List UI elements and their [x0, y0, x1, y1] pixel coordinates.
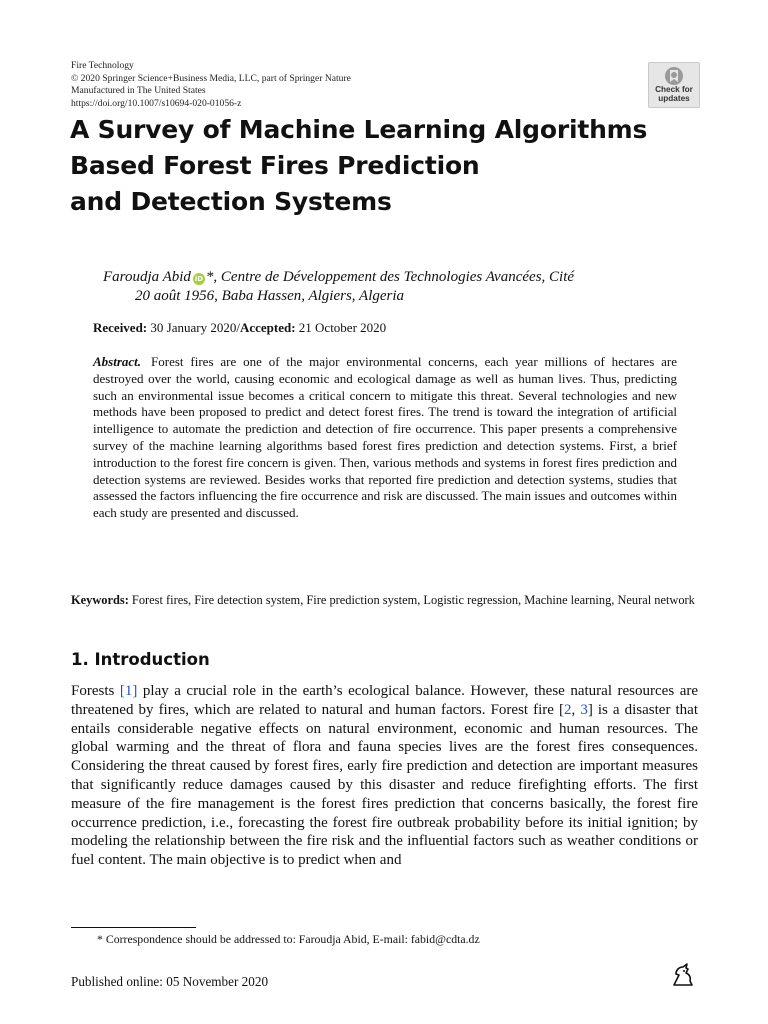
- received-accepted-dates: [93, 320, 386, 336]
- citation-bracket-open: [: [559, 701, 564, 718]
- accepted-date: 21 October 2020: [295, 320, 387, 335]
- abstract-text: Forest fires are one of the major environmental concerns, each year millions of hectares are destroyed over the world, causing economic and ecological damage as well as human lives. Thus, predicting such an environmental issue becomes a critical concern to mitigate this threat. Several technologies and new methods have been proposed to predict and detect forest fires. The trend is toward the integration of artificial intelligence to automate the prediction and detection of fire occurrence. This paper presents a comprehensive survey of the machine learning algorithms based forest fires prediction and detection systems. First, a brief introduction to the forest fire concern is given. Then, various methods and systems in forest fires prediction and detection systems are reviewed. Besides works that reported fire prediction and detection systems, studies that assessed the factors influencing the fire occurrence and risk are discussed. The main issues and outcomes within each study are presented and discussed.: [93, 354, 677, 521]
- body-text-part-3: is a disaster that entails considerable negative effects on natural environment, economic and human resources. The global warming and the threat of flora and fauna species lives are the forest fires consequences. Considering the threat caused by forest fires, early fire prediction and detection are important measures that significantly reduce damages caused by this disaster and reduce firefighting efforts. The first measure of the fire management is the forest fires prediction that concerns basically, the forest fire occurrence prediction, i.e., forecasting the forest fire outbreak probability before its initial ignition; by modeling the relationship between the fire risk and the influential factors such as weather conditions or fuel content. The main objective is to predict when and: [71, 701, 698, 869]
- citation-1[interactable]: [1]: [119, 683, 138, 699]
- title-line-3: and Detection Systems: [70, 187, 392, 216]
- keywords-text: Forest fires, Fire detection system, Fire prediction system, Logistic regression, Machine learning, Neural network: [128, 593, 695, 607]
- abstract-label: Abstract.: [93, 354, 142, 369]
- affiliation-line-1: , Centre de Développement des Technologies Avancées, Cité: [213, 269, 575, 285]
- introduction-paragraph: [71, 682, 698, 870]
- journal-meta: [71, 60, 351, 110]
- abstract: [93, 354, 677, 522]
- author-block: [103, 268, 703, 306]
- body-text-part-2: play a crucial role in the earth’s ecological balance. However, these natural resources are threatened by fires, which are related to natural and human factors. Forest fire: [71, 683, 698, 718]
- correspondence-footnote: * Correspondence should be addressed to: Faroudja Abid, E-mail: fabid@cdta.dz: [97, 932, 480, 946]
- section-heading-introduction: 1. Introduction: [71, 650, 210, 669]
- copyright-line: © 2020 Springer Science+Business Media, LLC, part of Springer Nature: [71, 72, 351, 84]
- footnote-divider: [71, 927, 196, 928]
- keywords: [71, 592, 698, 609]
- published-online-date: Published online: 05 November 2020: [71, 974, 269, 989]
- journal-name: Fire Technology: [71, 60, 134, 71]
- manufactured-line: Manufactured in The United States: [71, 85, 206, 96]
- springer-horse-icon: [669, 960, 697, 988]
- title-line-2: Based Forest Fires Prediction: [70, 151, 480, 180]
- paper-title: [70, 112, 710, 220]
- citation-bracket-close: ]: [587, 701, 593, 718]
- check-for-updates-badge[interactable]: [648, 62, 700, 108]
- bookmark-icon: [662, 66, 686, 86]
- orcid-icon[interactable]: iD: [194, 275, 204, 283]
- badge-text-line2: updates: [658, 93, 690, 103]
- affiliation-line-2: 20 août 1956, Baba Hassen, Algiers, Algeria: [135, 288, 405, 304]
- title-line-1: A Survey of Machine Learning Algorithms: [70, 115, 648, 144]
- received-date: 30 January 2020/: [147, 320, 240, 335]
- citation-3[interactable]: 3: [580, 701, 588, 718]
- author-marker: *: [205, 269, 214, 285]
- doi-link[interactable]: https://doi.org/10.1007/s10694-020-01056-z: [71, 97, 242, 109]
- body-text-part-1: Forests: [71, 683, 120, 699]
- accepted-label: Accepted:: [239, 320, 296, 335]
- badge-text-line1: Check for: [655, 85, 693, 94]
- received-label: Received:: [93, 320, 148, 335]
- keywords-label: Keywords:: [71, 593, 129, 607]
- citation-2[interactable]: 2: [564, 701, 572, 718]
- author-name: Faroudja Abid: [103, 269, 191, 285]
- citation-separator: ,: [571, 701, 581, 718]
